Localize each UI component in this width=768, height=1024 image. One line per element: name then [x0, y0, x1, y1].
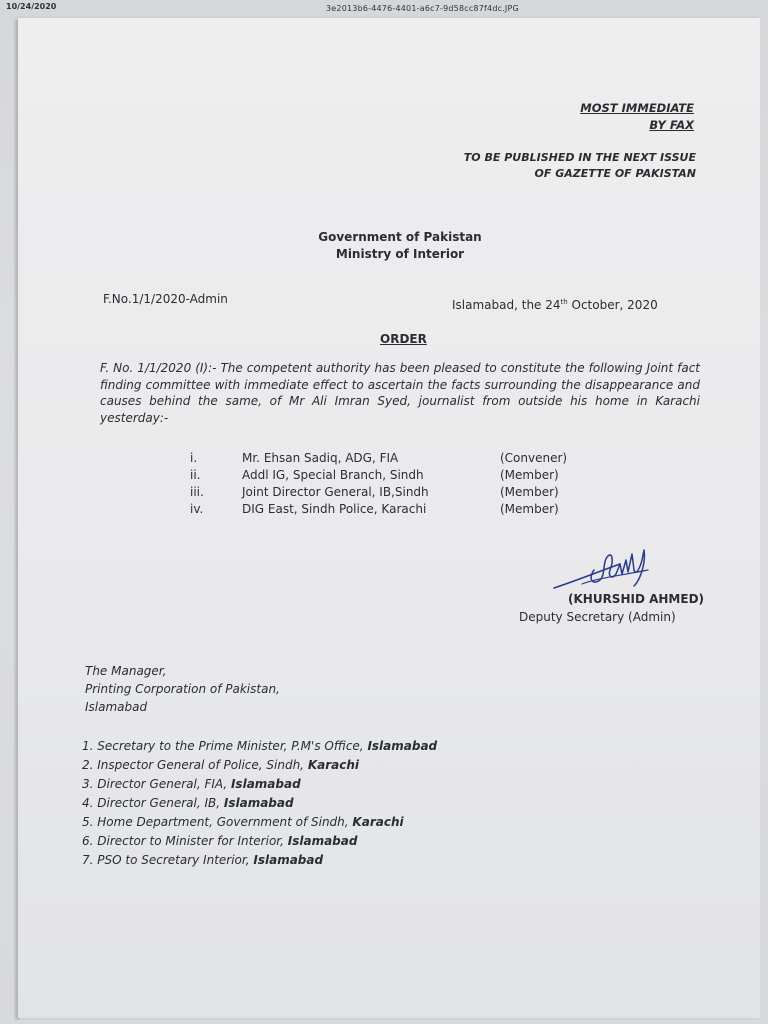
government-name: Government of Pakistan — [318, 230, 482, 244]
place-date-rest: October, 2020 — [567, 298, 658, 312]
copy-item — [82, 832, 437, 851]
copy-city: Karachi — [307, 758, 359, 772]
signatory-designation: Deputy Secretary (Admin) — [519, 610, 676, 624]
committee-member-name: Mr. Ehsan Sadiq, ADG, FIA — [242, 451, 399, 465]
fax-file-name: 3e2013b6-4476-4401-a6c7-9d58cc87f4dc.JPG — [326, 4, 519, 13]
signatory-name: (KHURSHID AHMED) — [568, 592, 705, 606]
gazette-instruction — [464, 150, 696, 182]
committee-member-name: Joint Director General, IB,Sindh — [242, 485, 429, 499]
gazette-line-2: OF GAZETTE OF PAKISTAN — [534, 167, 696, 180]
copy-city: Islamabad — [223, 796, 294, 810]
committee-number: ii. — [190, 468, 201, 482]
copy-city: Islamabad — [230, 777, 301, 791]
copy-recipient: 7. PSO to Secretary Interior, — [82, 853, 254, 867]
place-date-prefix: Islamabad, the 24 — [452, 298, 561, 312]
order-paragraph: F. No. 1/1/2020 (I):- The competent authority has been pleased to constitute the following Joint fact finding committee with immediate effect to ascertain the facts surrounding the disappearance and causes behind the same, of Mr Ali Imran Syed, journalist from outside his home in Karachi yesterday:- — [100, 361, 700, 425]
copy-city: Islamabad — [287, 834, 358, 848]
committee-number: iii. — [190, 485, 204, 499]
copy-recipient: 4. Director General, IB, — [82, 796, 224, 810]
copy-distribution-list — [82, 737, 437, 870]
place-date-ordinal: th — [560, 298, 568, 306]
committee-member-name: Addl IG, Special Branch, Sindh — [242, 468, 424, 482]
fax-date: 10/24/2020 — [6, 2, 57, 11]
committee-member-name: DIG East, Sindh Police, Karachi — [242, 502, 427, 516]
handwritten-signature — [548, 540, 668, 595]
copy-recipient: 2. Inspector General of Police, Sindh, — [82, 758, 308, 772]
committee-role: (Convener) — [500, 451, 568, 465]
committee-number: iv. — [190, 502, 204, 516]
addressee-line-3: Islamabad — [85, 700, 148, 714]
priority-marking — [580, 100, 694, 134]
copy-item — [82, 737, 437, 756]
addressee-line-2: Printing Corporation of Pakistan, — [85, 682, 280, 696]
copy-item — [82, 794, 437, 813]
copy-item — [82, 851, 437, 870]
order-heading: ORDER — [380, 332, 427, 346]
file-number: F.No.1/1/2020-Admin — [103, 292, 228, 306]
copy-recipient: 1. Secretary to the Prime Minister, P.M's Office, — [82, 739, 368, 753]
gazette-line-1: TO BE PUBLISHED IN THE NEXT ISSUE — [463, 151, 696, 164]
issuer-heading — [0, 229, 768, 263]
priority-line-2: BY FAX — [649, 118, 694, 132]
copy-recipient: 6. Director to Minister for Interior, — [82, 834, 288, 848]
ministry-name: Ministry of Interior — [335, 247, 465, 261]
committee-role: (Member) — [500, 468, 559, 482]
committee-role: (Member) — [500, 485, 559, 499]
addressee-block — [85, 662, 280, 716]
copy-item — [82, 813, 437, 832]
copy-city: Islamabad — [367, 739, 438, 753]
priority-line-1: MOST IMMEDIATE — [580, 101, 694, 115]
copy-item — [82, 756, 437, 775]
copy-city: Karachi — [352, 815, 404, 829]
copy-recipient: 3. Director General, FIA, — [82, 777, 231, 791]
place-date — [452, 298, 658, 312]
committee-role: (Member) — [500, 502, 559, 516]
copy-item — [82, 775, 437, 794]
copy-city: Islamabad — [253, 853, 324, 867]
addressee-line-1: The Manager, — [85, 664, 167, 678]
copy-recipient: 5. Home Department, Government of Sindh, — [82, 815, 353, 829]
fax-header — [0, 0, 768, 18]
committee-number: i. — [190, 451, 198, 465]
